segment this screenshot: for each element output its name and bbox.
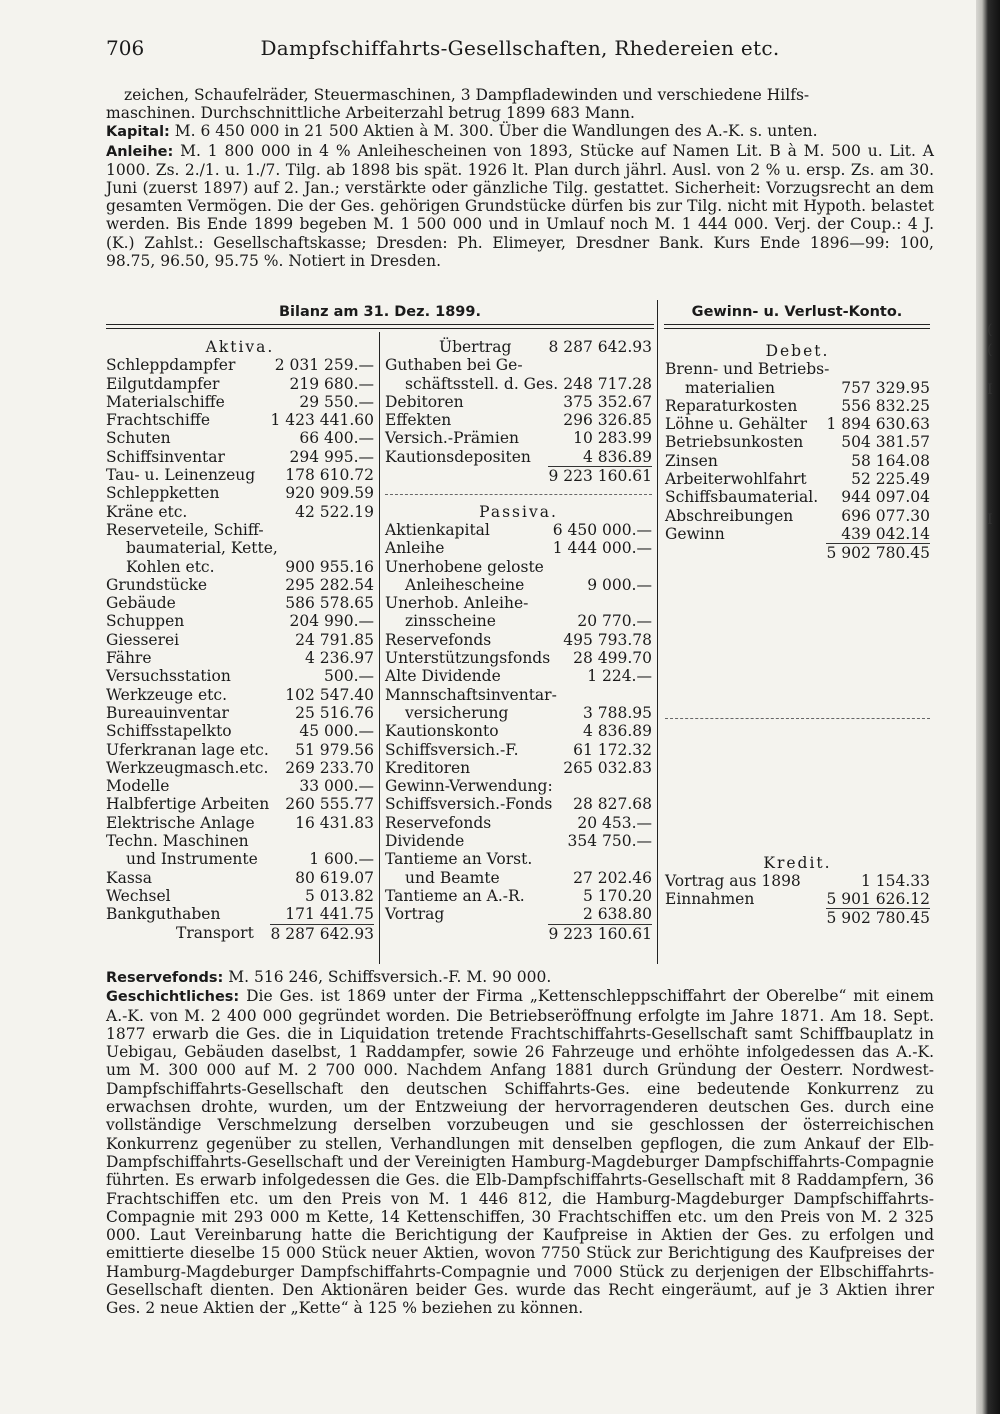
uebertrag-row bbox=[385, 338, 652, 356]
geschichtliches-text: Die Ges. ist 1869 unter der Firma „Kettenschleppschiffahrt der Oberelbe“ mit einem A.-K. von M. 2 400 000 gegründet worden. Die Betriebseröffnung erfolgte im Jahre 1871. Am 18. Sept. 1877 erwarb die Ges. die in Liquidation tretende Frachtschiffahrts-Gesellschaft samt Schiffbauplatz in Uebigau, Gebäuden daselbst, 1 Raddampfer, sowie 26 Fahrzeuge und erhöhte infolgedessen das A.-K. um M. 300 000 auf M. 2 700 000. Nachdem Anfang 1881 durch Gründung der Oesterr. Nordwest-Dampfschiffahrts-Gesellschaft den deutschen Schiffahrts-Ges. eine bedeutende Konkurrenz zu erwachsen drohte, wurden, um der Entzweiung der hervorragenderen deutschen Ges. durch eine vollständige Verschmelzung derselben vorzubeugen und sie geschlossen der österreichischen Konkurrenz gegenüber zu stellen, Verhandlungen mit denselben gepflogen, die zum Ankauf der Elb-Dampfschiffahrts-Gesellschaft und der Vereinigten Hamburg-Magdeburger Dampfschiffahrts-Compagnie führten. Es erwarb infolgedessen die Ges. die Elb-Dampfschiffahrts-Gesellschaft mit 8 Raddampfern, 36 Frachtschiffen etc. um den Preis von M. 1 446 812, die Hamburg-Magdeburger Dampfschiffahrts-Compagnie mit 293 000 m Kette, 14 Kettenschiffen, 30 Frachtschiffen etc. um den Preis von M. 2 325 000. Laut Vereinbarung hatte die Berichtigung der Kaufpreise in Aktien der Ges. zu erfolgen und emittierte dieselbe 15 000 Stück neuer Aktien, wovon 7750 Stück zur Berichtigung des Kaufpreises der Hamburg-Magdeburger Dampfschiffahrts-Compagnie und 7000 Stück zu derjenigen der Elbschiffahrts-Gesellschaft dienten. Den Aktionären beider Ges. wurde das Recht eingeräumt, auf je 3 Aktien ihrer Ges. 2 neue Aktien der „Kette“ à 125 % beziehen zu können. bbox=[106, 987, 934, 1318]
debet-row-label: Zinsen bbox=[665, 451, 718, 470]
passiva-row-amount: 265 032.83 bbox=[563, 758, 652, 777]
debet-row bbox=[665, 452, 930, 470]
aktiva-row-label: Bankguthaben bbox=[106, 905, 221, 924]
aktiva-row bbox=[106, 429, 374, 447]
aktiva-row-label: Tau- u. Leinenzeug bbox=[106, 466, 256, 485]
bilanz-title: Bilanz am 31. Dez. 1899. bbox=[279, 304, 481, 320]
aktiva-row bbox=[106, 722, 374, 740]
debet-row bbox=[665, 433, 930, 451]
aktiva-row-label: Uferkranan lage etc. bbox=[106, 740, 269, 759]
kredit-total-row bbox=[665, 908, 930, 926]
aktiva-row bbox=[106, 558, 374, 576]
kredit-row bbox=[665, 890, 930, 908]
debet-row-label: Arbeiterwohlfahrt bbox=[665, 470, 807, 489]
kredit-header: Kredit. bbox=[763, 853, 832, 872]
passiva-row-label: zinsscheine bbox=[405, 612, 496, 631]
aktiva-row-amount: 29 550.— bbox=[299, 392, 374, 411]
aktiva-row-amount: 294 995.— bbox=[289, 447, 374, 466]
aktiva-row bbox=[106, 356, 374, 374]
aktiva-total: 9 223 160.61 bbox=[548, 467, 652, 486]
passiva-row-amount: 1 444 000.— bbox=[552, 539, 652, 558]
aktiva-row-label: Schuppen bbox=[106, 612, 185, 631]
passiva-row-label: Anleihe bbox=[385, 539, 445, 558]
aktiva-row-amount: 1 423 441.60 bbox=[270, 411, 374, 430]
anleihe-paragraph bbox=[106, 142, 934, 270]
passiva-row bbox=[385, 539, 652, 557]
aktiva-list bbox=[106, 356, 374, 923]
passiva-row bbox=[385, 850, 652, 868]
passiva-total-row bbox=[385, 924, 652, 942]
aktiva-row-label: Bureauinventar bbox=[106, 703, 229, 722]
aktiva-row-amount: 586 578.65 bbox=[285, 594, 374, 613]
aktiva-cont-row-amount: 296 326.85 bbox=[563, 411, 652, 430]
passiva-row-label: Unerhobene geloste bbox=[385, 557, 544, 576]
passiva-row-amount: 6 450 000.— bbox=[552, 520, 652, 539]
kredit-row bbox=[665, 872, 930, 890]
passiva-row bbox=[385, 649, 652, 667]
aktiva-row-label: Schleppketten bbox=[106, 484, 220, 503]
passiva-row bbox=[385, 759, 652, 777]
aktiva-row bbox=[106, 448, 374, 466]
guv-rule bbox=[664, 324, 930, 325]
margin-mark: I bbox=[987, 382, 993, 398]
aktiva-row bbox=[106, 850, 374, 868]
aktiva-row-amount: 102 547.40 bbox=[285, 685, 374, 704]
aktiva-cont-row bbox=[385, 448, 652, 466]
guv-column bbox=[665, 338, 930, 927]
passiva-row-label: Mannschaftsinventar- bbox=[385, 685, 557, 704]
aktiva-cont-row bbox=[385, 411, 652, 429]
intro-line: zeichen, Schaufelräder, Steuermaschinen, 3 Dampfladewinden und verschiedene Hilfs- bbox=[124, 86, 810, 104]
debet-row bbox=[665, 379, 930, 397]
aktiva-row bbox=[106, 905, 374, 923]
aktiva-row bbox=[106, 411, 374, 429]
aktiva-cont-row-label: schäftsstell. d. Ges. bbox=[405, 374, 559, 393]
aktiva-row bbox=[106, 484, 374, 502]
column-divider bbox=[657, 300, 658, 964]
aktiva-row-label: Elektrische Anlage bbox=[106, 813, 255, 832]
aktiva-cont-row-amount: 375 352.67 bbox=[563, 392, 652, 411]
running-title: Dampfschiffahrts-Gesellschaften, Rhedereien etc. bbox=[260, 36, 780, 60]
aktiva-row-label: Modelle bbox=[106, 777, 170, 796]
passiva-row-label: Dividende bbox=[385, 832, 465, 851]
aktiva-row bbox=[106, 869, 374, 887]
aktiva-cont-row bbox=[385, 429, 652, 447]
aktiva-row-amount: 33 000.— bbox=[299, 777, 374, 796]
aktiva-row-amount: 4 236.97 bbox=[304, 649, 374, 668]
geschichtliches-label: Geschichtliches: bbox=[106, 989, 240, 1006]
aktiva-cont-row-label: Debitoren bbox=[385, 392, 464, 411]
aktiva-row-label: Gebäude bbox=[106, 594, 176, 613]
kapital-paragraph bbox=[106, 122, 934, 141]
debet-header: Debet. bbox=[765, 342, 830, 360]
aktiva-row-label: Kohlen etc. bbox=[126, 557, 215, 576]
debet-row-label: Schiffsbaumaterial. bbox=[665, 488, 819, 507]
kredit-row-label: Einnahmen bbox=[665, 890, 755, 909]
aktiva-row-amount: 2 031 259.— bbox=[274, 356, 374, 375]
reservefonds-label: Reservefonds: bbox=[106, 970, 224, 986]
debet-row-amount: 504 381.57 bbox=[841, 433, 930, 452]
debet-row bbox=[665, 415, 930, 433]
page-edge-shadow bbox=[976, 0, 1000, 1414]
passiva-row-label: Gewinn-Verwendung: bbox=[385, 777, 553, 796]
debet-row bbox=[665, 470, 930, 488]
aktiva-row-label: Kräne etc. bbox=[106, 502, 188, 521]
aktiva-row-amount: 204 990.— bbox=[289, 612, 374, 631]
aktiva-row-amount: 45 000.— bbox=[299, 722, 374, 741]
aktiva-row bbox=[106, 539, 374, 557]
passiva-row bbox=[385, 814, 652, 832]
passiva-row-label: Reservefonds bbox=[385, 630, 492, 649]
debet-list bbox=[665, 360, 930, 543]
debet-row-label: Reparaturkosten bbox=[665, 396, 798, 415]
aktiva-row bbox=[106, 393, 374, 411]
aktiva-row-label: Reserveteile, Schiff- bbox=[106, 520, 264, 539]
passiva-row-label: Unterstützungsfonds bbox=[385, 649, 551, 668]
guv-title: Gewinn- u. Verlust-Konto. bbox=[691, 304, 903, 320]
margin-marks bbox=[987, 320, 997, 530]
passiva-row-label: Kautionskonto bbox=[385, 722, 499, 741]
passiva-row bbox=[385, 722, 652, 740]
transport-row bbox=[106, 924, 374, 942]
aktiva-row bbox=[106, 759, 374, 777]
passiva-row-amount: 3 788.95 bbox=[582, 703, 652, 722]
aktiva-row-label: baumaterial, Kette, bbox=[126, 539, 278, 558]
aktiva-row-amount: 920 909.59 bbox=[285, 484, 374, 503]
passiva-row bbox=[385, 905, 652, 923]
passiva-row bbox=[385, 612, 652, 630]
passiva-row bbox=[385, 558, 652, 576]
aktiva-row-amount: 1 600.— bbox=[309, 850, 374, 869]
passiva-row bbox=[385, 521, 652, 539]
kredit-list bbox=[665, 872, 930, 909]
debet-row-amount: 52 225.49 bbox=[851, 470, 930, 489]
aktiva-row-label: Schuten bbox=[106, 429, 171, 448]
passiva-row bbox=[385, 869, 652, 887]
reservefonds-paragraph bbox=[106, 968, 934, 987]
aktiva-row-label: Schiffsinventar bbox=[106, 447, 225, 466]
passiva-row-label: Reservefonds bbox=[385, 813, 492, 832]
passiva-row bbox=[385, 631, 652, 649]
debet-row-amount: 1 894 630.63 bbox=[826, 415, 930, 434]
aktiva-header: Aktiva. bbox=[205, 338, 275, 356]
passiva-header: Passiva. bbox=[479, 502, 558, 521]
passiva-row-amount: 27 202.46 bbox=[573, 868, 652, 887]
aktiva-cont-row bbox=[385, 375, 652, 393]
aktiva-row-label: Eilgutdampfer bbox=[106, 374, 220, 393]
aktiva-column bbox=[106, 338, 374, 942]
aktiva-row-label: Werkzeugmasch.etc. bbox=[106, 758, 269, 777]
intro-line: maschinen. Durchschnittliche Arbeiterzahl betrug 1899 683 Mann. bbox=[106, 104, 635, 123]
anleihe-text: M. 1 800 000 in 4 % Anleihescheinen von 1893, Stücke auf Namen Lit. B à M. 500 u. Lit. A 1000. Zs. 2./1. u. 1./7. Tilg. ab 1898 bis spät. 1926 lt. Plan durch jährl. Ausl. von 2 % u. ersp. Zs. am 30. Juni (zuerst 1897) auf 2. Jan.; verstärkte oder gänzliche Tilg. gestattet. Sicherheit: Vorzugsrecht an dem gesamten Vermögen. Die der Ges. gehörigen Grundstücke dürfen bis zur Tilg. nicht mit Hypoth. belastet werden. Bis Ende 1899 begeben M. 1 500 000 und in Umlauf noch M. 1 444 000. Verj. der Coup.: 4 J. (K.) Zahlst.: Gesellschaftskasse; Dresden: Ph. Elimeyer, Dresdner Bank. Kurs Ende 1896—99: 100, 98.75, 96.50, 95.75 %. Notiert in Dresden. bbox=[106, 141, 934, 270]
debet-row bbox=[665, 507, 930, 525]
aktiva-row bbox=[106, 631, 374, 649]
passiva-row-amount: 28 499.70 bbox=[573, 649, 652, 668]
passiva-row-amount: 9 000.— bbox=[587, 575, 652, 594]
aktiva-row-amount: 295 282.54 bbox=[285, 575, 374, 594]
debet-row-amount: 944 097.04 bbox=[841, 488, 930, 507]
passiva-row-label: Unerhob. Anleihe- bbox=[385, 594, 529, 613]
debet-row bbox=[665, 360, 930, 378]
debet-total: 5 902 780.45 bbox=[826, 544, 930, 563]
anleihe-label: Anleihe: bbox=[106, 143, 174, 160]
aktiva-row-amount: 500.— bbox=[323, 667, 374, 686]
aktiva-row-amount: 80 619.07 bbox=[295, 868, 374, 887]
bottom-section bbox=[106, 968, 934, 1318]
kredit-row-label: Vortrag aus 1898 bbox=[665, 871, 801, 890]
passiva-row-label: Tantieme an A.-R. bbox=[385, 886, 525, 905]
guv-rule bbox=[664, 328, 930, 329]
passiva-total: 9 223 160.61 bbox=[548, 924, 652, 943]
aktiva-cont-list bbox=[385, 356, 652, 466]
intro-section bbox=[106, 86, 934, 270]
aktiva-row-amount: 219 680.— bbox=[289, 374, 374, 393]
aktiva-row bbox=[106, 576, 374, 594]
aktiva-row-amount: 42 522.19 bbox=[295, 502, 374, 521]
aktiva-row bbox=[106, 777, 374, 795]
aktiva-row-label: Wechsel bbox=[106, 886, 171, 905]
passiva-row bbox=[385, 576, 652, 594]
column-divider bbox=[379, 332, 380, 964]
passiva-column bbox=[385, 338, 652, 942]
margin-mark: ( bbox=[987, 322, 993, 338]
passiva-row-label: Aktienkapital bbox=[385, 520, 490, 539]
aktiva-cont-row bbox=[385, 356, 652, 374]
aktiva-row-label: Giesserei bbox=[106, 630, 180, 649]
passiva-row-amount: 28 827.68 bbox=[573, 795, 652, 814]
debet-row bbox=[665, 397, 930, 415]
passiva-row bbox=[385, 832, 652, 850]
passiva-row-label: und Beamte bbox=[405, 868, 500, 887]
aktiva-row-amount: 178 610.72 bbox=[285, 466, 374, 485]
passiva-row-label: Vortrag bbox=[385, 905, 445, 924]
debet-total-row bbox=[665, 543, 930, 561]
debet-row-amount: 439 042.14 bbox=[841, 524, 930, 543]
aktiva-row-label: und Instrumente bbox=[126, 850, 258, 869]
aktiva-row-amount: 51 979.56 bbox=[295, 740, 374, 759]
passiva-row-amount: 2 638.80 bbox=[582, 905, 652, 924]
uebertrag-label: Übertrag bbox=[439, 338, 512, 356]
aktiva-row-amount: 16 431.83 bbox=[295, 813, 374, 832]
passiva-row-amount: 5 170.20 bbox=[582, 886, 652, 905]
aktiva-cont-row-label: Guthaben bei Ge- bbox=[385, 356, 523, 375]
bilanz-rule bbox=[106, 328, 654, 329]
debet-row bbox=[665, 525, 930, 543]
passiva-row-label: Tantieme an Vorst. bbox=[385, 850, 533, 869]
aktiva-total-row bbox=[385, 466, 652, 484]
aktiva-row-label: Versuchsstation bbox=[106, 667, 231, 686]
passiva-row-label: Anleihescheine bbox=[405, 575, 525, 594]
passiva-row-amount: 354 750.— bbox=[567, 832, 652, 851]
debet-row-label: Abschreibungen bbox=[665, 506, 794, 525]
passiva-row-amount: 20 453.— bbox=[577, 813, 652, 832]
aktiva-row bbox=[106, 667, 374, 685]
passiva-row bbox=[385, 686, 652, 704]
reservefonds-text: M. 516 246, Schiffsversich.-F. M. 90 000. bbox=[228, 968, 552, 986]
passiva-row-label: versicherung bbox=[405, 703, 509, 722]
aktiva-row bbox=[106, 375, 374, 393]
aktiva-cont-row-amount: 4 836.89 bbox=[582, 447, 652, 466]
passiva-row bbox=[385, 741, 652, 759]
debet-row bbox=[665, 488, 930, 506]
aktiva-row-label: Frachtschiffe bbox=[106, 411, 211, 430]
aktiva-row-label: Grundstücke bbox=[106, 575, 208, 594]
margin-mark: I bbox=[987, 512, 993, 528]
passiva-row-label: Schiffsversich.-F. bbox=[385, 740, 519, 759]
geschichtliches-paragraph bbox=[106, 987, 934, 1317]
aktiva-row bbox=[106, 741, 374, 759]
aktiva-row bbox=[106, 521, 374, 539]
aktiva-row-amount: 66 400.— bbox=[299, 429, 374, 448]
aktiva-row-amount: 269 233.70 bbox=[285, 758, 374, 777]
aktiva-row bbox=[106, 887, 374, 905]
passiva-list bbox=[385, 521, 652, 924]
aktiva-row bbox=[106, 814, 374, 832]
page-header bbox=[106, 36, 934, 64]
debet-row-label: Betriebsunkosten bbox=[665, 433, 804, 452]
aktiva-row bbox=[106, 704, 374, 722]
passiva-row-amount: 61 172.32 bbox=[573, 740, 652, 759]
passiva-row bbox=[385, 667, 652, 685]
debet-row-amount: 757 329.95 bbox=[841, 378, 930, 397]
kredit-row-amount: 5 901 626.12 bbox=[826, 890, 930, 909]
page-number: 706 bbox=[106, 36, 145, 60]
passiva-row bbox=[385, 704, 652, 722]
aktiva-row-amount: 5 013.82 bbox=[304, 886, 374, 905]
aktiva-cont-row-amount: 10 283.99 bbox=[573, 429, 652, 448]
aktiva-row bbox=[106, 612, 374, 630]
passiva-row bbox=[385, 777, 652, 795]
kredit-total: 5 902 780.45 bbox=[826, 909, 930, 928]
aktiva-cont-row-amount: 248 717.28 bbox=[563, 374, 652, 393]
debet-row-amount: 696 077.30 bbox=[841, 506, 930, 525]
aktiva-row-amount: 900 955.16 bbox=[285, 557, 374, 576]
aktiva-cont-row-label: Versich.-Prämien bbox=[385, 429, 519, 448]
aktiva-row-label: Techn. Maschinen bbox=[106, 832, 249, 851]
debet-row-amount: 58 164.08 bbox=[851, 451, 930, 470]
debet-row-amount: 556 832.25 bbox=[841, 396, 930, 415]
passiva-row-label: Alte Dividende bbox=[385, 667, 501, 686]
aktiva-row-amount: 25 516.76 bbox=[295, 703, 374, 722]
debet-row-label: Brenn- und Betriebs- bbox=[665, 360, 830, 379]
passiva-row-amount: 4 836.89 bbox=[582, 722, 652, 741]
aktiva-row-label: Fähre bbox=[106, 649, 152, 668]
aktiva-row bbox=[106, 795, 374, 813]
transport-amount: 8 287 642.93 bbox=[270, 924, 374, 943]
aktiva-row bbox=[106, 466, 374, 484]
aktiva-row bbox=[106, 649, 374, 667]
aktiva-row-label: Schleppdampfer bbox=[106, 356, 236, 375]
aktiva-cont-row-label: Kautionsdepositen bbox=[385, 447, 531, 466]
passiva-row-amount: 1 224.— bbox=[587, 667, 652, 686]
aktiva-row-amount: 24 791.85 bbox=[295, 630, 374, 649]
aktiva-row bbox=[106, 503, 374, 521]
passiva-row-label: Kreditoren bbox=[385, 758, 471, 777]
aktiva-cont-row bbox=[385, 393, 652, 411]
passiva-row-amount: 20 770.— bbox=[577, 612, 652, 631]
debet-row-label: Löhne u. Gehälter bbox=[665, 415, 808, 434]
passiva-row bbox=[385, 795, 652, 813]
aktiva-row-label: Materialschiffe bbox=[106, 392, 225, 411]
kapital-label: Kapital: bbox=[106, 124, 170, 141]
aktiva-cont-row-label: Effekten bbox=[385, 411, 452, 430]
bilanz-rule bbox=[106, 324, 654, 325]
transport-label: Transport bbox=[176, 923, 254, 942]
aktiva-row-label: Kassa bbox=[106, 868, 152, 887]
aktiva-row bbox=[106, 594, 374, 612]
passiva-row-label: Schiffsversich.-Fonds bbox=[385, 795, 553, 814]
aktiva-row bbox=[106, 832, 374, 850]
uebertrag-amount: 8 287 642.93 bbox=[548, 338, 652, 356]
aktiva-row-label: Halbfertige Arbeiten bbox=[106, 795, 270, 814]
debet-row-label: materialien bbox=[685, 378, 776, 397]
aktiva-row-amount: 260 555.77 bbox=[285, 795, 374, 814]
aktiva-row-label: Werkzeuge etc. bbox=[106, 685, 227, 704]
kredit-row-amount: 1 154.33 bbox=[860, 871, 930, 890]
margin-mark: ( bbox=[987, 342, 993, 358]
passiva-row bbox=[385, 887, 652, 905]
passiva-row bbox=[385, 594, 652, 612]
aktiva-row-amount: 171 441.75 bbox=[285, 905, 374, 924]
kapital-text: M. 6 450 000 in 21 500 Aktien à M. 300. Über die Wandlungen des A.-K. s. unten. bbox=[174, 122, 818, 141]
aktiva-row bbox=[106, 686, 374, 704]
aktiva-row-label: Schiffsstapelkto bbox=[106, 722, 232, 741]
debet-row-label: Gewinn bbox=[665, 524, 725, 543]
passiva-row-amount: 495 793.78 bbox=[563, 630, 652, 649]
